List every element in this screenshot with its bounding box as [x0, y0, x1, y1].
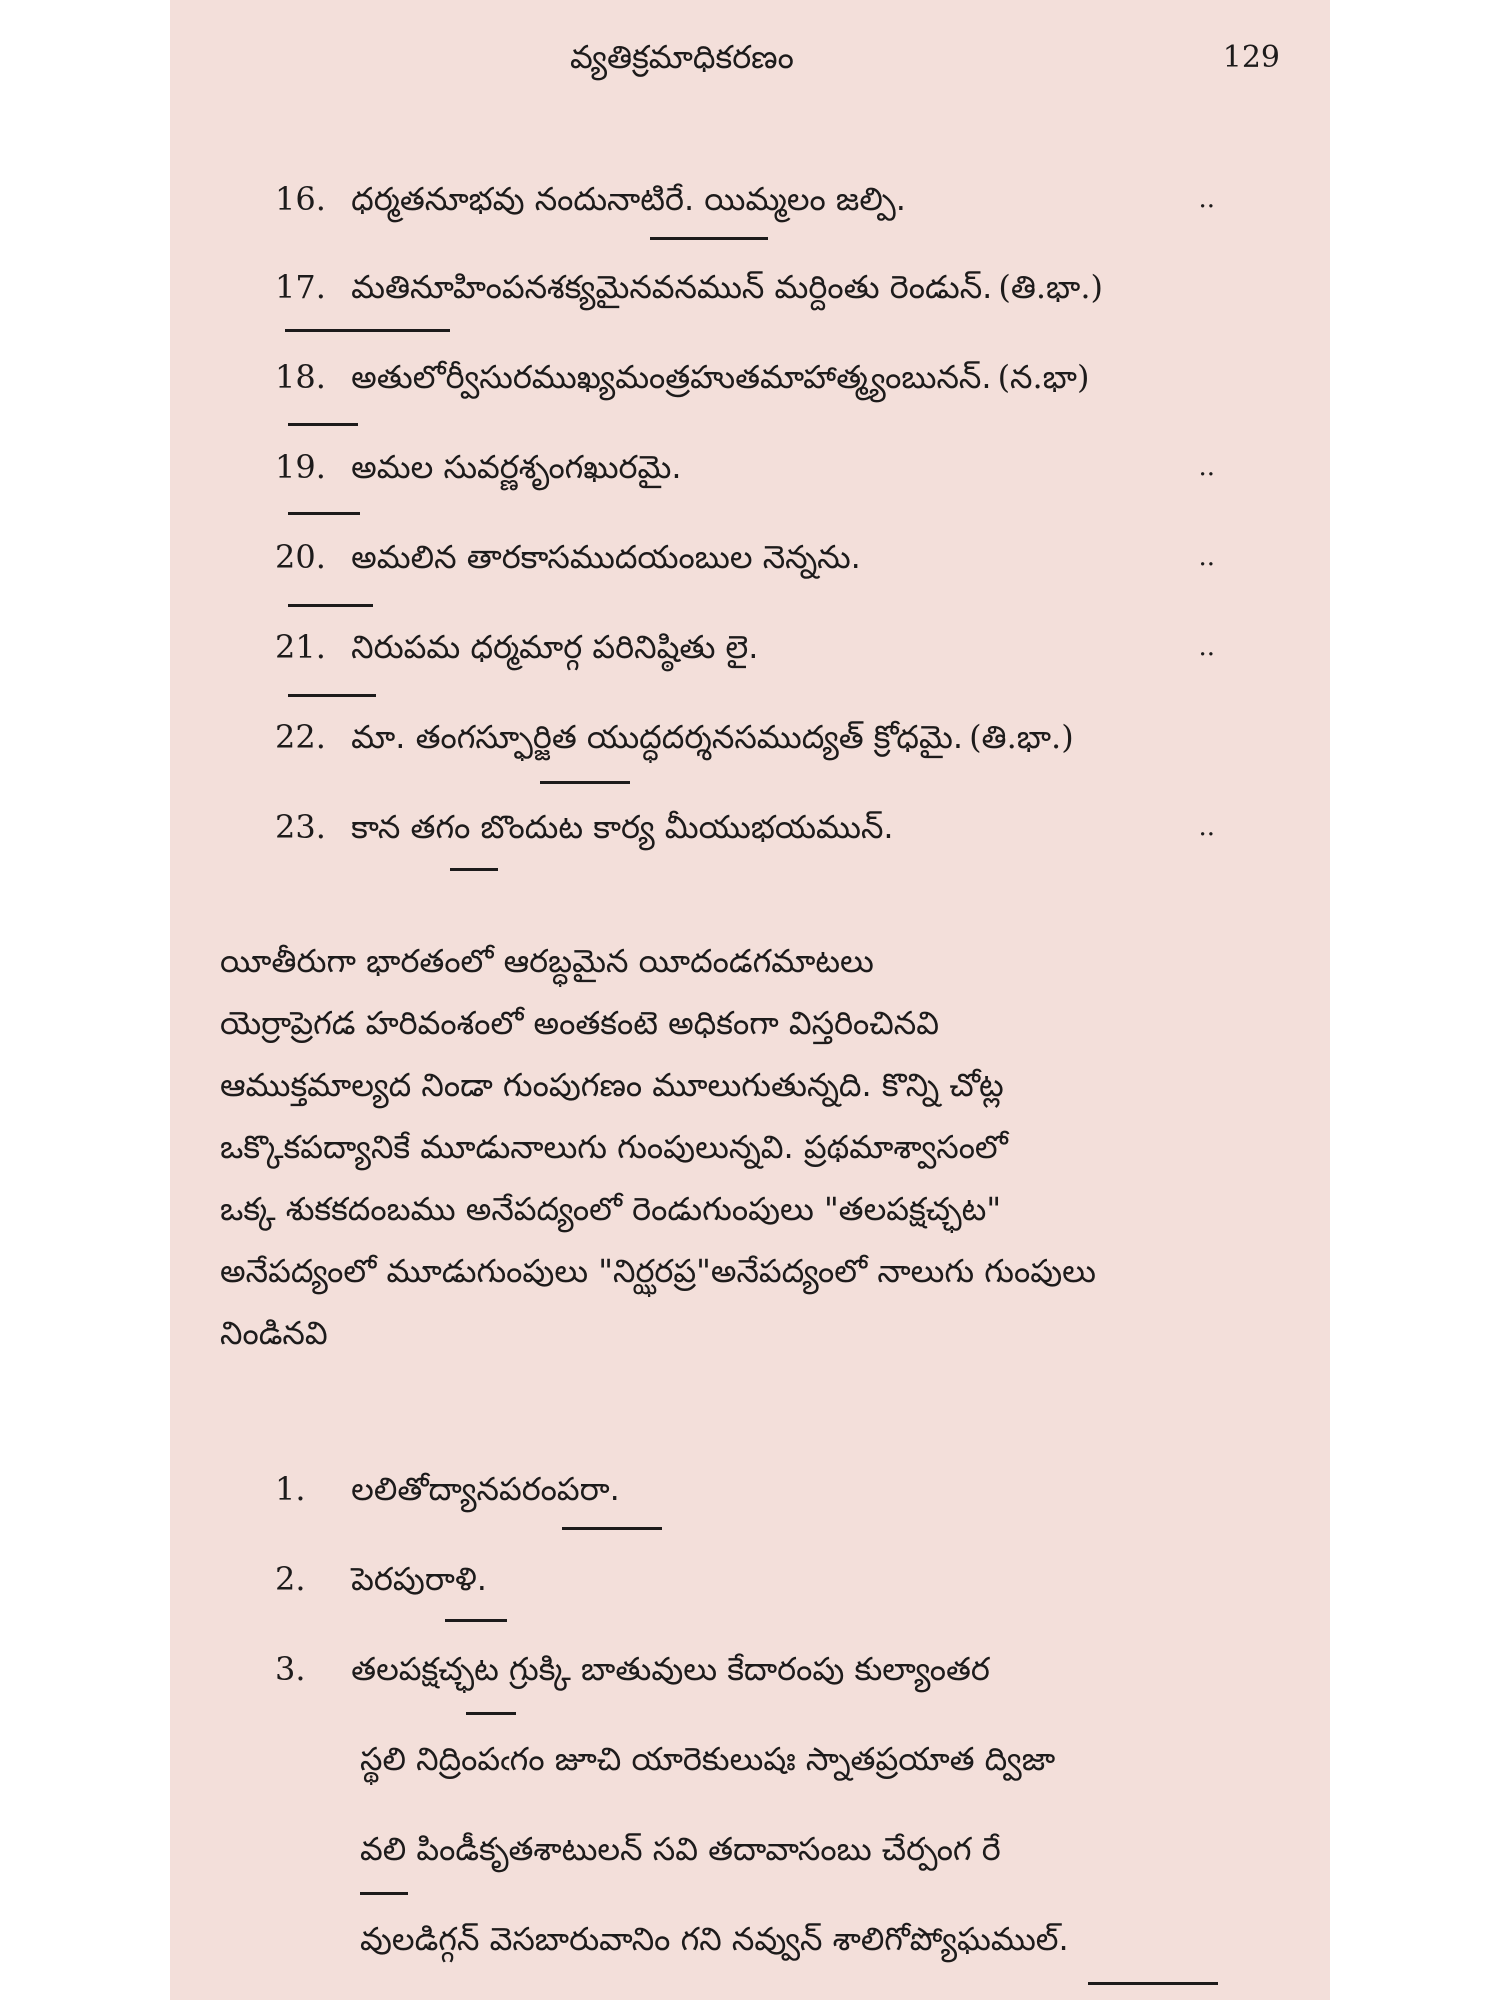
- page-header: [170, 38, 1330, 88]
- underline-mark: [1088, 1982, 1218, 1985]
- example-text: పెరపురాళి.: [351, 1560, 487, 1598]
- line-text: ధర్మతనూభవు నందునాటిరే. యిమ్మలం జల్పి.: [351, 180, 906, 218]
- line-text: కాన తగం బొందుట కార్య మీయుభయమున్.: [351, 808, 894, 846]
- numbered-line: [275, 180, 1305, 230]
- line-number: 16.: [275, 180, 326, 218]
- paragraph-line: యెర్రాప్రెగడ హరివంశంలో అంతకంటె అధికంగా విస్తరించినవి: [220, 1004, 939, 1042]
- paragraph-line: యీతీరుగా భారతంలో ఆరబ్ధమైన యీదండగమాటలు: [220, 942, 874, 980]
- underline-mark: [540, 781, 630, 784]
- line-number: 23.: [275, 808, 326, 846]
- underline-mark: [285, 329, 450, 332]
- paragraph-line: అనేపద్యంలో మూడుగుంపులు "నిర్ఝరప్ర"అనేపద్యంలో నాలుగు గుంపులు: [220, 1252, 1096, 1290]
- line-number: 20.: [275, 538, 326, 576]
- example-number: 2.: [275, 1560, 306, 1598]
- paragraph-line: ఒక్కొకపద్యానికే మూడునాలుగు గుంపులున్నవి. ప్రథమాశ్వాసంలో: [220, 1128, 1008, 1166]
- numbered-line: [275, 358, 1305, 408]
- numbered-line: [275, 448, 1305, 498]
- book-page: [170, 0, 1330, 2000]
- underline-mark: [650, 237, 768, 240]
- example-text: లలితోద్యానపరంపరా.: [351, 1470, 620, 1508]
- source-citation: (న.భా): [997, 358, 1090, 396]
- underline-mark: [466, 1712, 516, 1715]
- numbered-line: [275, 808, 1305, 858]
- example-number: 3.: [275, 1650, 306, 1688]
- prose-paragraph: [220, 930, 1230, 1364]
- underline-mark: [360, 1892, 408, 1895]
- example-line: [275, 1650, 1305, 1700]
- verse-continuation-line: స్థలి నిద్రింపఁగం జూచి యారెకులుషః స్నాతప్రయాత ద్విజా: [360, 1740, 1056, 1778]
- paragraph-line: ఒక్క శుకకదంబము అనేపద్యంలో రెండుగుంపులు "తలపక్షచ్ఛట": [220, 1190, 1002, 1228]
- line-number: 18.: [275, 358, 326, 396]
- underline-mark: [288, 423, 358, 426]
- line-number: 19.: [275, 448, 326, 486]
- paragraph-line: ఆముక్తమాల్యద నిండా గుంపుగణం మూలుగుతున్నది. కొన్ని చోట్ల: [220, 1066, 1004, 1104]
- line-text: మా. తంగస్ఫూర్జిత యుద్ధదర్శనసముద్యత్ క్రోధమై.: [351, 718, 964, 756]
- underline-mark: [562, 1527, 662, 1530]
- verse-continuation-line: వలి పిండీకృతశాటులన్ సవి తదావాసంబు చేర్పంగ రే: [360, 1830, 1001, 1868]
- underline-mark: [288, 512, 360, 515]
- line-number: 21.: [275, 628, 326, 666]
- numbered-line: [275, 538, 1305, 588]
- source-citation: (తి.భా.): [969, 718, 1074, 756]
- numbered-line: [275, 628, 1305, 678]
- line-number: 17.: [275, 268, 326, 306]
- line-text: అమలిన తారకాసముదయంబుల నెన్నను.: [351, 538, 861, 576]
- underline-mark: [288, 694, 376, 697]
- line-text: మతినూహింపనశక్యమైనవనమున్ మర్దింతు రెండున్.: [351, 268, 993, 306]
- page-number: 129: [1222, 40, 1280, 75]
- numbered-line: [275, 268, 1305, 318]
- underline-mark: [288, 604, 373, 607]
- line-text: నిరుపమ ధర్మమార్గ పరినిష్ఠితు లై.: [351, 628, 759, 666]
- numbered-line: [275, 718, 1305, 768]
- example-line: [275, 1560, 1305, 1610]
- example-text: తలపక్షచ్ఛట గ్రుక్కి బాతువులు కేదారంపు కుల్యాంతర: [351, 1650, 990, 1688]
- ditto-mark: ..: [1198, 452, 1215, 482]
- underline-mark: [450, 868, 498, 871]
- line-text: అమల సువర్ణశృంగఖురమై.: [351, 448, 682, 486]
- ditto-mark: ..: [1198, 632, 1215, 662]
- example-number: 1.: [275, 1470, 306, 1508]
- source-citation: (తి.భా.): [998, 268, 1103, 306]
- ditto-mark: ..: [1198, 812, 1215, 842]
- line-number: 22.: [275, 718, 326, 756]
- ditto-mark: ..: [1198, 542, 1215, 572]
- underline-mark: [445, 1619, 507, 1622]
- ditto-mark: ..: [1198, 184, 1215, 214]
- example-line: [275, 1470, 1305, 1520]
- paragraph-line: నిండినవి: [220, 1314, 328, 1352]
- running-title: వ్యతిక్రమాధికరణం: [570, 38, 794, 76]
- verse-continuation-line: వులడిగ్గన్ వెసబారువానిం గని నవ్వున్ శాలిగోప్యోఘముల్.: [360, 1920, 1069, 1958]
- line-text: అతులోర్వీసురముఖ్యమంత్రహుతమాహాత్మ్యంబునన్.: [351, 358, 992, 396]
